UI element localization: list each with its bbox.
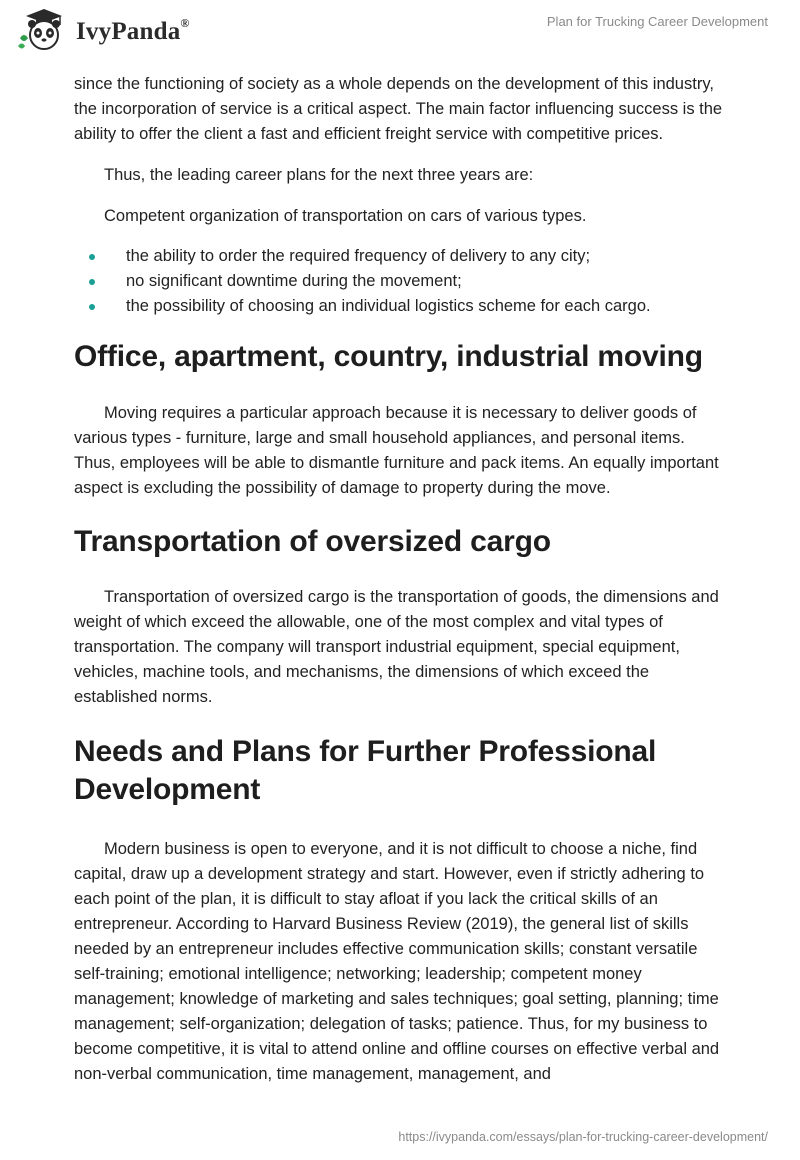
- brand-name[interactable]: IvyPanda®: [76, 15, 190, 45]
- list-item: the ability to order the required frequency of delivery to any city;: [74, 244, 724, 269]
- page-header: [0, 0, 800, 70]
- heading-professional-development: Needs and Plans for Further Professional Development: [74, 735, 657, 806]
- essay-body: [74, 70, 724, 1087]
- registered-mark: ®: [180, 15, 190, 30]
- bullet-dot-icon: [89, 279, 95, 285]
- source-url-link[interactable]: https://ivypanda.com/essays/plan-for-trucking-career-development/: [398, 1130, 768, 1144]
- paragraph-competent-organization: Competent organization of transportation on cars of various types.: [104, 207, 587, 225]
- ivypanda-logo[interactable]: [14, 8, 74, 52]
- bullet-dot-icon: [89, 254, 95, 260]
- list-item: no significant downtime during the movement;: [74, 269, 724, 294]
- paragraph-oversized-cargo: Transportation of oversized cargo is the transportation of goods, the dimensions and weight of which exceed the allowable, one of the most complex and vital types of transportation. The company will transport industrial equipment, special equipment, vehicles, machine tools, and mechanisms, the dimensions of which exceed the established norms.: [74, 588, 719, 706]
- panda-logo-icon: [14, 8, 74, 52]
- paragraph-moving: Moving requires a particular approach because it is necessary to deliver goods of various types - furniture, large and small household appliances, and personal items. Thus, employees will be able to dismantle furniture and pack items. An equally important aspect is excluding the possibility of damage to property during the move.: [74, 404, 719, 497]
- document-title: Plan for Trucking Career Development: [546, 14, 768, 29]
- paragraph-professional-development: Modern business is open to everyone, and it is not difficult to choose a niche, find capital, draw up a development strategy and start. However, even if strictly adhering to each point of the plan, it is difficult to stay afloat if you lack the critical skills of an entrepreneur. According to Harvard Business Review (2019), the general list of skills needed by an entrepreneur includes effective communication skills; constant versatile self-training; emotional intelligence; networking; leadership; competent money management; knowledge of marketing and sales techniques; goal setting, planning; time management; self-organization; delegation of tasks; patience. Thus, for my business to become competitive, it is vital to attend online and offline courses on effective verbal and non-verbal communication, time management, management, and: [74, 840, 720, 1083]
- list-item: the possibility of choosing an individual logistics scheme for each cargo.: [74, 294, 724, 319]
- plans-bullet-list: [74, 244, 724, 319]
- heading-moving: Office, apartment, country, industrial moving: [74, 340, 703, 373]
- paragraph-intro: since the functioning of society as a whole depends on the development of this industry, the incorporation of service is a critical aspect. The main factor influencing success is the ability to offer the client a fast and efficient freight service with competitive prices.: [74, 75, 723, 143]
- paragraph-career-plans: Thus, the leading career plans for the next three years are:: [104, 166, 534, 184]
- bullet-dot-icon: [89, 304, 95, 310]
- heading-oversized-cargo: Transportation of oversized cargo: [74, 525, 551, 558]
